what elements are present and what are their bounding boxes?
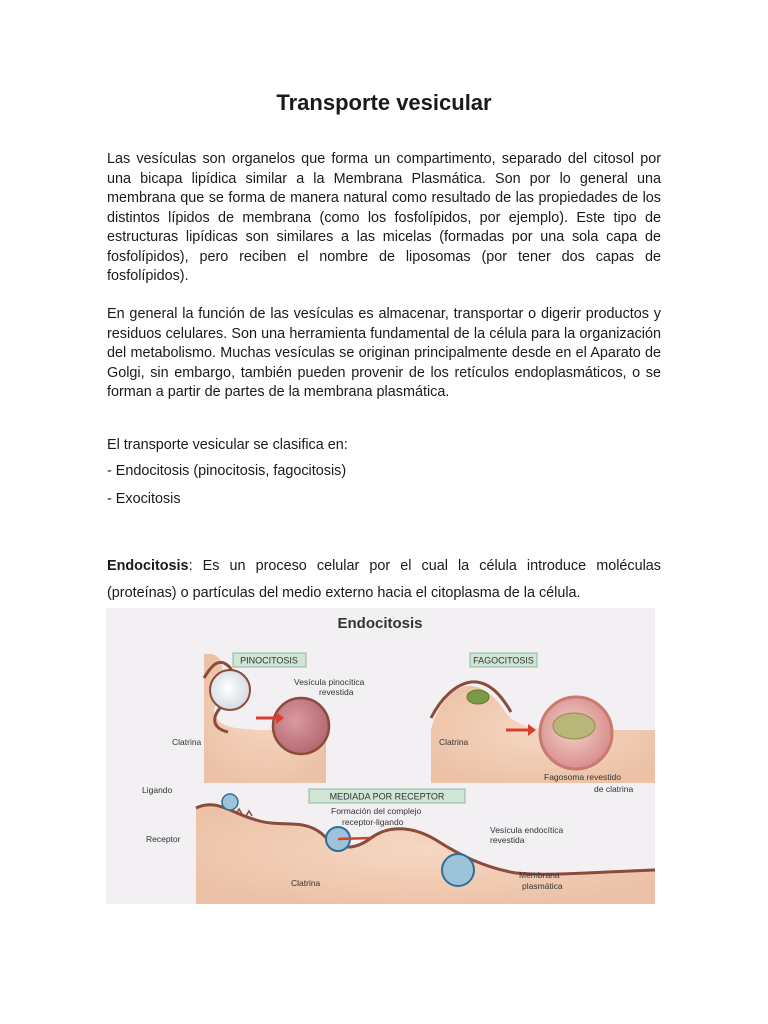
endocitosis-definition: : Es un proceso celular por el cual la célula introduce moléculas (proteínas) o partículas del medio externo hacia el citoplasma de la célula. xyxy=(107,558,661,601)
list-item-exocitosis: - Exocitosis xyxy=(107,491,181,507)
membrana-label-1: Membrana xyxy=(519,870,560,880)
paragraph-endocitosis xyxy=(107,553,661,607)
clatrina-label-receptor: Clatrina xyxy=(291,878,321,888)
paragraph-funcion: En general la función de las vesículas es almacenar, transportar o digerir productos y residuos celulares. Son una herramienta fundamental de la célula para la organización del metabolismo. Muchas vesículas se originan principalmente desde en el Aparato de Golgi, sin embargo, también pueden provenir de los retículos endoplasmáticos, o se forman a partir de partes de la membrana plasmática. xyxy=(107,306,661,400)
receptor-label: Receptor xyxy=(146,834,181,844)
receptor-panel-label: MEDIADA POR RECEPTOR xyxy=(329,791,445,802)
clatrina-label-fagocitosis: Clatrina xyxy=(439,737,469,747)
vesicula-pinocitica-label-1: Vesícula pinocítica xyxy=(294,677,365,687)
vesicula-endocitica-label-2: revestida xyxy=(490,835,525,845)
endocitosis-term: Endocitosis xyxy=(107,558,189,574)
membrana-label-2: plasmática xyxy=(522,881,563,891)
fagosoma-label-1: Fagosoma revestido xyxy=(544,772,622,782)
list-intro: El transporte vesicular se clasifica en: xyxy=(107,437,348,453)
pinocitosis-label: PINOCITOSIS xyxy=(240,655,298,666)
fagocitosis-label: FAGOCITOSIS xyxy=(473,655,534,666)
formacion-label-2: receptor-ligando xyxy=(342,817,404,827)
figure-title: Endocitosis xyxy=(337,615,423,632)
vesicula-endocitica-label-1: Vesícula endocítica xyxy=(490,825,564,835)
clatrina-label-pinocitosis: Clatrina xyxy=(172,737,202,747)
page-title: Transporte vesicular xyxy=(276,90,492,115)
fagosoma-label-2: de clatrina xyxy=(594,784,634,794)
vesicula-pinocitica-label-2: revestida xyxy=(319,687,354,697)
list-item-endocitosis: - Endocitosis (pinocitosis, fagocitosis) xyxy=(107,463,347,479)
paragraph-vesiculas: Las vesículas son organelos que forma un compartimento, separado del citosol por una bicapa lipídica similar a la Membrana Plasmática. Son por lo general una membrana que se forma de manera natural como resultado de las propiedades de los distintos lípidos de membrana (como los fosfolípidos, por ejemplo). Este tipo de estructuras lipídicas son similares a las micelas (formadas por una sola capa de fosfolípidos), pero reciben el nombre de liposomas (por tener dos capas de fosfolípidos). xyxy=(107,151,661,284)
endocitosis-figure xyxy=(106,608,655,904)
formacion-label-1: Formación del complejo xyxy=(331,806,422,816)
ligando-label: Ligando xyxy=(142,785,173,795)
